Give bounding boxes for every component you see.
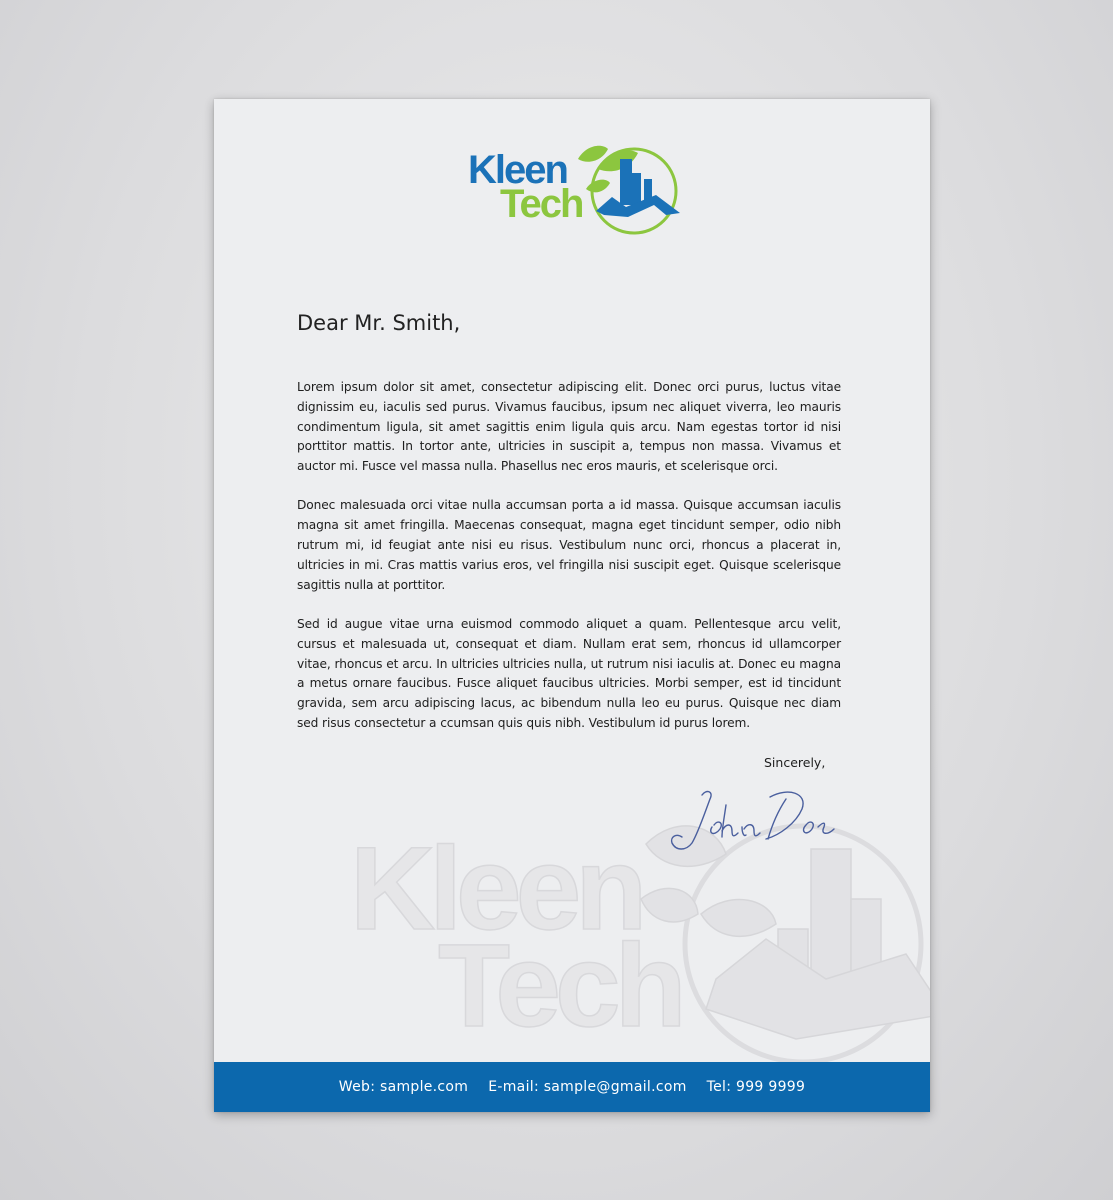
logo-word-2: Tech bbox=[500, 182, 583, 226]
contact-footer bbox=[214, 1062, 930, 1112]
letter-paragraph-3: Sed id augue vitae urna euismod commodo aliquet a quam. Pellentesque arcu velit, cursus et malesuada ut, consequat et diam. Nullam erat sem, rhoncus id ullamcorper vitae, rhoncus et arcu. In ultricies ultricies nulla, ut rutrum nisi iaculis at. Donec eu magna a metus ornare faucibus. Fusce aliquet faucibus ultricies. Morbi semper, est id tincidunt gravida, sem arcu adipiscing lacus, ac bibendum nulla leo eu purus. Quisque nec diam sed risus consectetur a ccumsan quis quis nibh. Vestibulum id purus lorem. bbox=[297, 616, 841, 730]
watermark-logo bbox=[346, 804, 930, 1074]
signature-image bbox=[666, 785, 836, 857]
watermark-word-2: Tech bbox=[438, 920, 681, 1052]
footer-email: E-mail: sample@gmail.com bbox=[488, 1079, 687, 1095]
letterhead-page bbox=[214, 99, 930, 1112]
letter-paragraph-2: Donec malesuada orci vitae nulla accumsan porta a id massa. Quisque accumsan iaculis magna sit amet fringilla. Maecenas consequat, magna eget tincidunt semper, odio nibh rutrum mi, id feugiat ante nisi eu risus. Vestibulum nunc orci, rhoncus a placerat in, ultricies in mi. Cras mattis varius eros, vel fringilla nisi suscipit eget. Quisque scelerisque sagittis nulla at porttitor. bbox=[297, 498, 841, 592]
footer-tel: Tel: 999 9999 bbox=[706, 1079, 806, 1095]
footer-web: Web: sample.com bbox=[338, 1079, 469, 1095]
letter-body bbox=[297, 378, 841, 753]
logo-word-1: Kleen bbox=[468, 148, 567, 192]
kleentech-logo bbox=[468, 139, 688, 235]
letter-paragraph-1: Lorem ipsum dolor sit amet, consectetur adipiscing elit. Donec orci purus, luctus vitae dignissim eu, iaculis sed purus. Vivamus faucibus, ipsum nec aliquet viverra, leo mauris condimentum ligula, sit amet sagittis enim ligula quis arcu. Nam egestas tortor id nisi porttitor mattis. In tortor ante, ultricies in suscipit a, tempus non massa. Vivamus et auctor mi. Fusce vel massa nulla. Phasellus nec eros mauris, et scelerisque orci. bbox=[297, 380, 841, 474]
letter-closing: Sincerely, bbox=[764, 755, 826, 770]
letter-greeting: Dear Mr. Smith, bbox=[297, 311, 461, 335]
watermark-word-1: Kleen bbox=[350, 823, 642, 955]
